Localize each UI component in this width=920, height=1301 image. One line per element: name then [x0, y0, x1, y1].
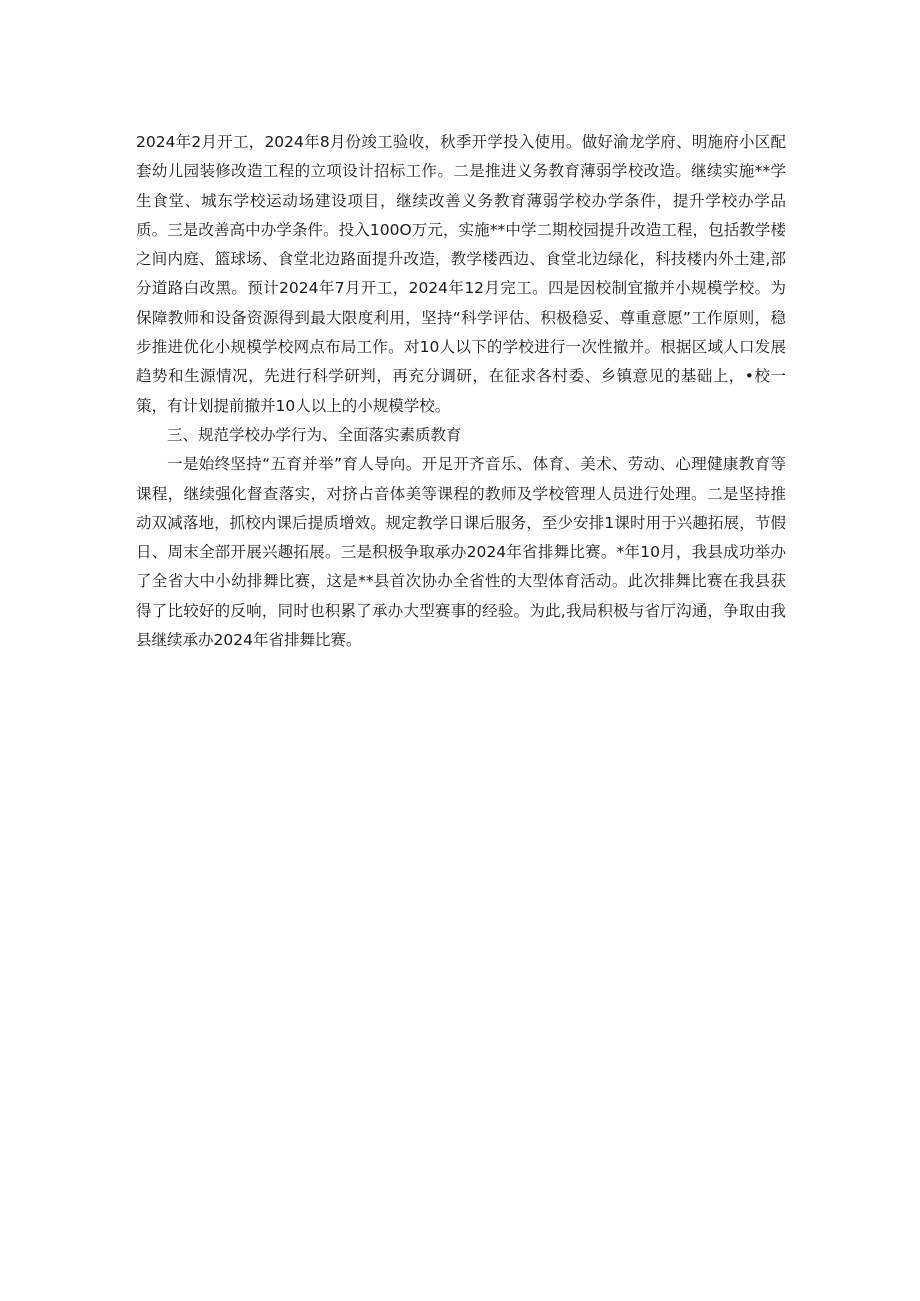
- document-body: [136, 128, 786, 655]
- body-paragraph: 2024年2月开工，2024年8月份竣工验收，秋季开学投入使用。做好渝龙学府、明施府小区配套幼儿园装修改造工程的立项设计招标工作。二是推进义务教育薄弱学校改造。继续实施**学生食堂、城东学校运动场建设项目，继续改善义务教育薄弱学校办学条件，提升学校办学品质。三是改善高中办学条件。投入100O万元，实施**中学二期校园提升改造工程，包括教学楼之间内庭、篮球场、食堂北边路面提升改造，教学楼西边、食堂北边绿化，科技楼内外土建,部分道路白改黑。预计2024年7月开工，2024年12月完工。四是因校制宜撤并小规模学校。为保障教师和设备资源得到最大限度利用，坚持“科学评估、积极稳妥、尊重意愿”工作原则，稳步推进优化小规模学校网点布局工作。对10人以下的学校进行一次性撤并。根据区域人口发展趋势和生源情况，先进行科学研判，再充分调研，在征求各村委、乡镇意见的基础上，•校一策，有计划提前撤并10人以上的小规模学校。: [136, 133, 786, 415]
- section-heading: 三、规范学校办学行为、全面落实素质教育: [167, 425, 462, 444]
- body-paragraph: 一是始终坚持“五育并举”育人导向。开足开齐音乐、体育、美术、劳动、心理健康教育等课程，继续强化督查落实，对挤占音体美等课程的教师及学校管理人员进行处理。二是坚持推动双减落地，抓校内课后提质增效。规定教学日课后服务，至少安排1课时用于兴趣拓展，节假日、周末全部开展兴趣拓展。三是积极争取承办2024年省排舞比赛。*年10月，我县成功举办了全省大中小幼排舞比赛，这是**县首次协办全省性的大型体育活动。此次排舞比赛在我县获得了比较好的反响，同时也积累了承办大型赛事的经验。为此,我局积极与省厅沟通，争取由我县继续承办2024年省排舞比赛。: [136, 455, 786, 650]
